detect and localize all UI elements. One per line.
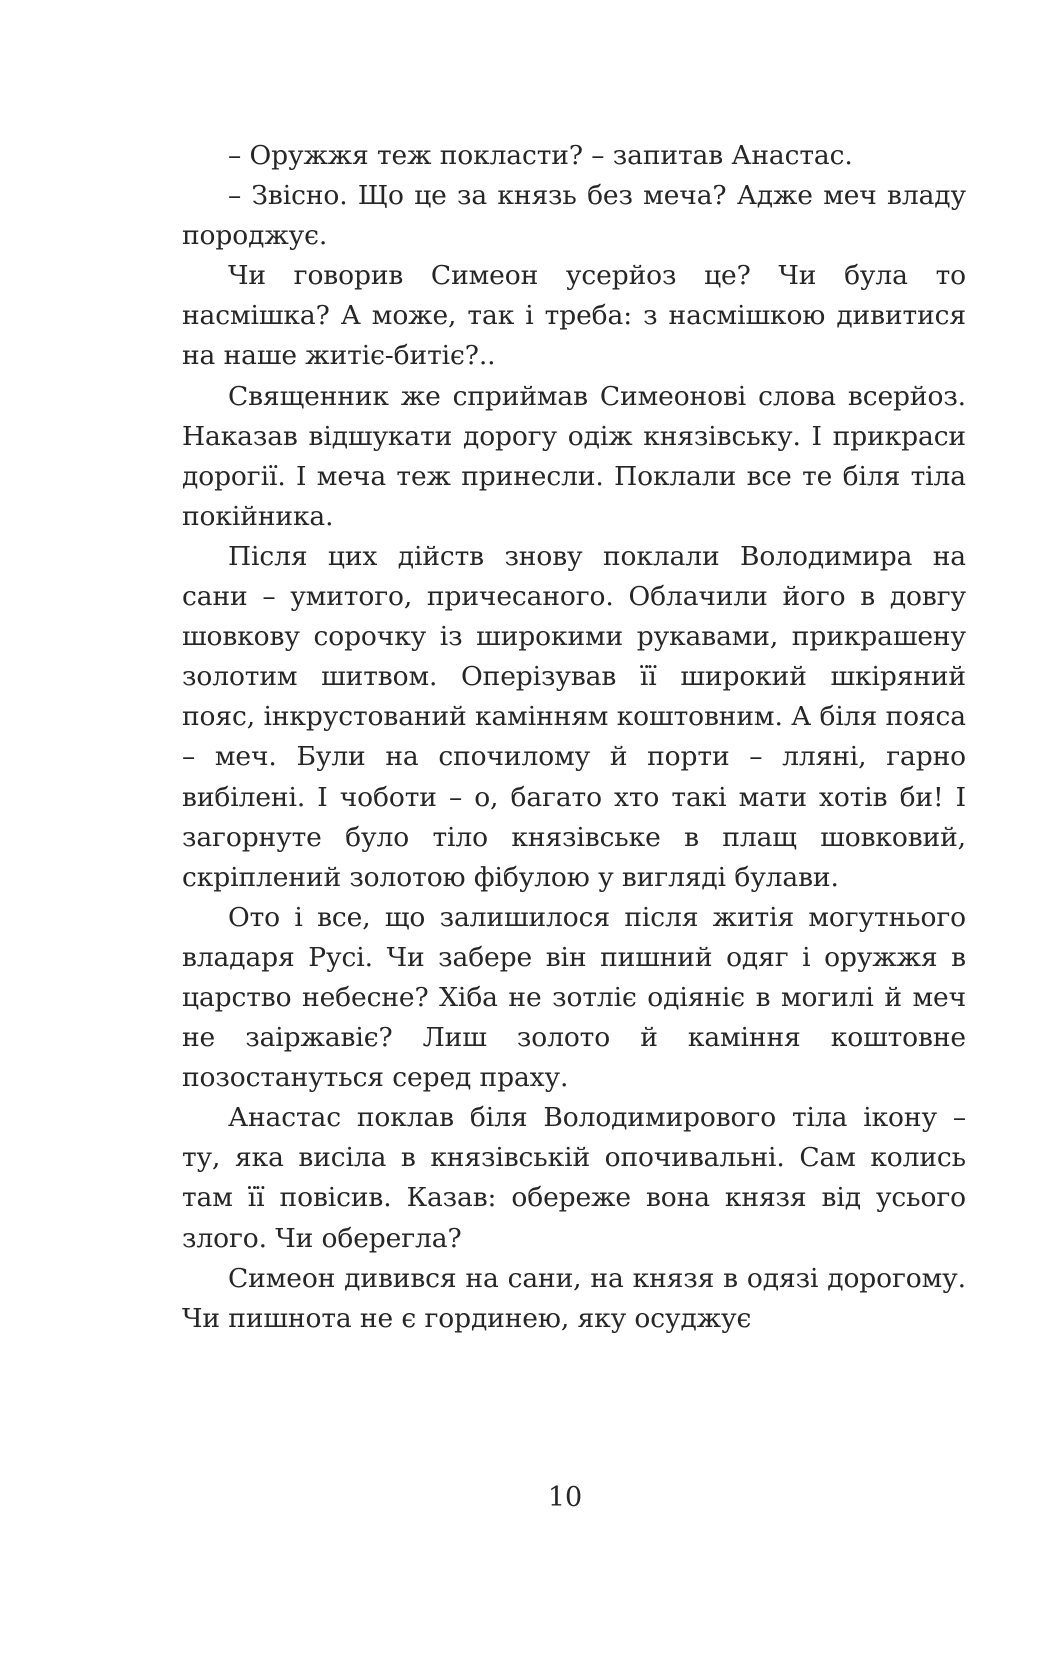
paragraph-5: Після цих дійств знову поклали Володимира на сани – умитого, причесаного. Облачили його в довгу шовкову сорочку із широкими рукавами, прикрашену золотим шитвом. Оперізував її широкий шкіряний пояс, інкрустований камінням коштовним. А біля пояса – меч. Були на спочилому й порти – лляні, гарно вибілені. І чоботи – о, багато хто такі мати хотів би! І загорнуте було тіло князівське в плащ шовковий, скріплений золотою фібулою у вигляді булави. [182, 540, 966, 893]
body-text [182, 136, 966, 1339]
paragraph-1: – Оружжя теж покласти? – запитав Анастас. [228, 140, 853, 171]
paragraph-8: Симеон дивився на сани, на князя в одязі дорогому. Чи пишнота не є гординею, яку осуджує [182, 1262, 966, 1334]
page-number: 10 [547, 1482, 583, 1513]
paragraph-3: Чи говорив Симеон усерйоз це? Чи була то насмішка? А може, так і треба: з насмішкою дивитися на наше житіє-битіє?.. [182, 260, 966, 372]
paragraph-6: Ото і все, що залишилося після житія могутнього владаря Русі. Чи забере він пишний одяг і оружжя в царство небесне? Хіба не зотліє одіяніє в могилі й меч не заіржавіє? Лиш золото й каміння коштовне позостануться серед праху. [182, 901, 966, 1094]
paragraph-2: – Звісно. Що це за князь без меча? Адже меч владу породжує. [182, 180, 966, 252]
paragraph-4: Священник же сприймав Симеонові слова всерйоз. Наказав відшукати дорогу одіж князівську. І прикраси дорогії. І меча теж принесли. Поклали все те біля тіла покійника. [182, 380, 966, 532]
paragraph-7: Анастас поклав біля Володимирового тіла ікону – ту, яка висіла в князівській опочивальні. Сам колись там її повісив. Казав: обереже вона князя від усього злого. Чи оберегла? [182, 1102, 966, 1254]
